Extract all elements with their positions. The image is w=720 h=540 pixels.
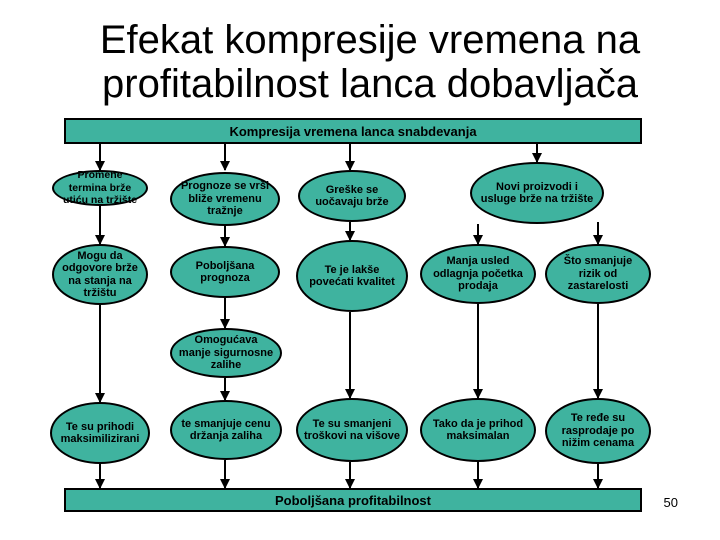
node-column2-row1: Prognoze se vrši bliže vremenu tražnje [170,172,280,226]
node-column3-row2: Te je lakše povećati kvalitet [296,240,408,312]
node-column4-row1: Novi proizvodi i usluge brže na tržište [470,162,604,224]
node-column3-row1: Greške se uočavaju brže [298,170,406,222]
node-column2-row4: te smanjuje cenu držanja zaliha [170,400,282,460]
bottom-bar [64,488,642,512]
node-column5-row2: Što smanjuje rizik od zastarelosti [545,244,651,304]
top-bar-label: Kompresija vremena lanca snabdevanja [229,123,477,139]
node-column3-row3: Te su smanjeni troškovi na višove [296,398,408,462]
node-column2-row2: Poboljšana prognoza [170,246,280,298]
top-bar [64,118,642,144]
node-column1-row1: Promene termina brže utiću na tržište [52,170,148,206]
node-column1-row2: Mogu da odgovore brže na stanja na tržištu [52,244,148,305]
node-column5-row3: Te ređe su rasprodaje po nižim cenama [545,398,651,464]
bottom-bar-label: Poboljšana profitabilnost [274,492,431,508]
node-column4-row2: Manja usled odlagnja početka prodaja [420,244,536,304]
node-column1-row3: Te su prihodi maksimilizirani [50,402,150,464]
page-number: 50 [663,495,678,510]
node-column4-row3: Tako da je prihod maksimalan [420,398,536,462]
slide-title: Efekat kompresije vremena na profitabilnost lanca dobavljača [99,18,641,106]
node-column2-row3: Omogućava manje sigurnosne zalihe [170,328,282,378]
